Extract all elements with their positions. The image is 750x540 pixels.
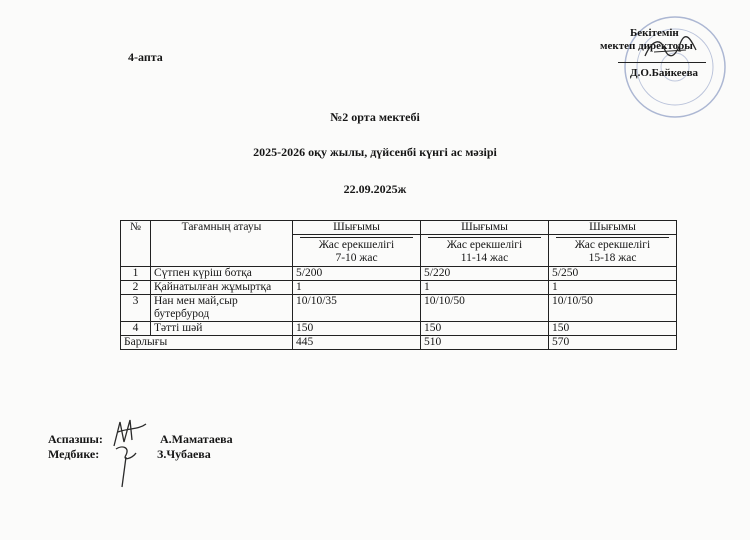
dish-name: Сүтпен күріш ботқа — [151, 267, 293, 281]
nurse-name: З.Чубаева — [157, 447, 211, 461]
age-group-3: Жас ерекшелігі 15-18 жас — [549, 235, 677, 267]
table-row: 3 Нан мен май,сыр бутербурод 10/10/35 10/10/50 10/10/50 — [121, 295, 677, 322]
header-output-1: Шығымы — [293, 221, 421, 235]
cook-name: А.Маматаева — [160, 432, 233, 446]
dish-name: Тәтті шәй — [151, 322, 293, 336]
header-num: № — [121, 221, 151, 267]
director-signature-icon — [640, 34, 700, 64]
nurse-role: Медбике: — [48, 447, 100, 461]
total-label: Барлығы — [121, 336, 293, 350]
approval-name: Д.О.Байкеева — [630, 67, 699, 79]
school-name: №2 орта мектебі — [330, 110, 420, 124]
table-total-row: Барлығы 445 510 570 — [121, 336, 677, 350]
age-group-2: Жас ерекшелігі 11-14 жас — [421, 235, 549, 267]
approval-line1: Бекітемін — [630, 27, 679, 39]
age-group-1: Жас ерекшелігі 7-10 жас — [293, 235, 421, 267]
header-dish: Тағамның атауы — [151, 221, 293, 267]
table-row: 2 Қайнатылған жұмыртқа 1 1 1 — [121, 281, 677, 295]
header-output-2: Шығымы — [421, 221, 549, 235]
dish-name: Нан мен май,сыр бутербурод — [151, 295, 293, 322]
table-row: 4 Тәтті шәй 150 150 150 — [121, 322, 677, 336]
table-row: 1 Сүтпен күріш ботқа 5/200 5/220 5/250 — [121, 267, 677, 281]
menu-table — [120, 220, 677, 350]
week-label: 4-апта — [128, 50, 163, 64]
dish-name: Қайнатылған жұмыртқа — [151, 281, 293, 295]
nurse-signature-icon — [112, 443, 142, 491]
header-output-3: Шығымы — [549, 221, 677, 235]
approval-line2: мектеп директоры — [600, 40, 693, 52]
cook-role: Аспазшы: — [48, 432, 103, 446]
table-header-row — [121, 221, 677, 235]
menu-date: 22.09.2025ж — [343, 182, 407, 196]
menu-title: 2025-2026 оқу жылы, дүйсенбі күнгі ас мәзірі — [253, 145, 497, 159]
